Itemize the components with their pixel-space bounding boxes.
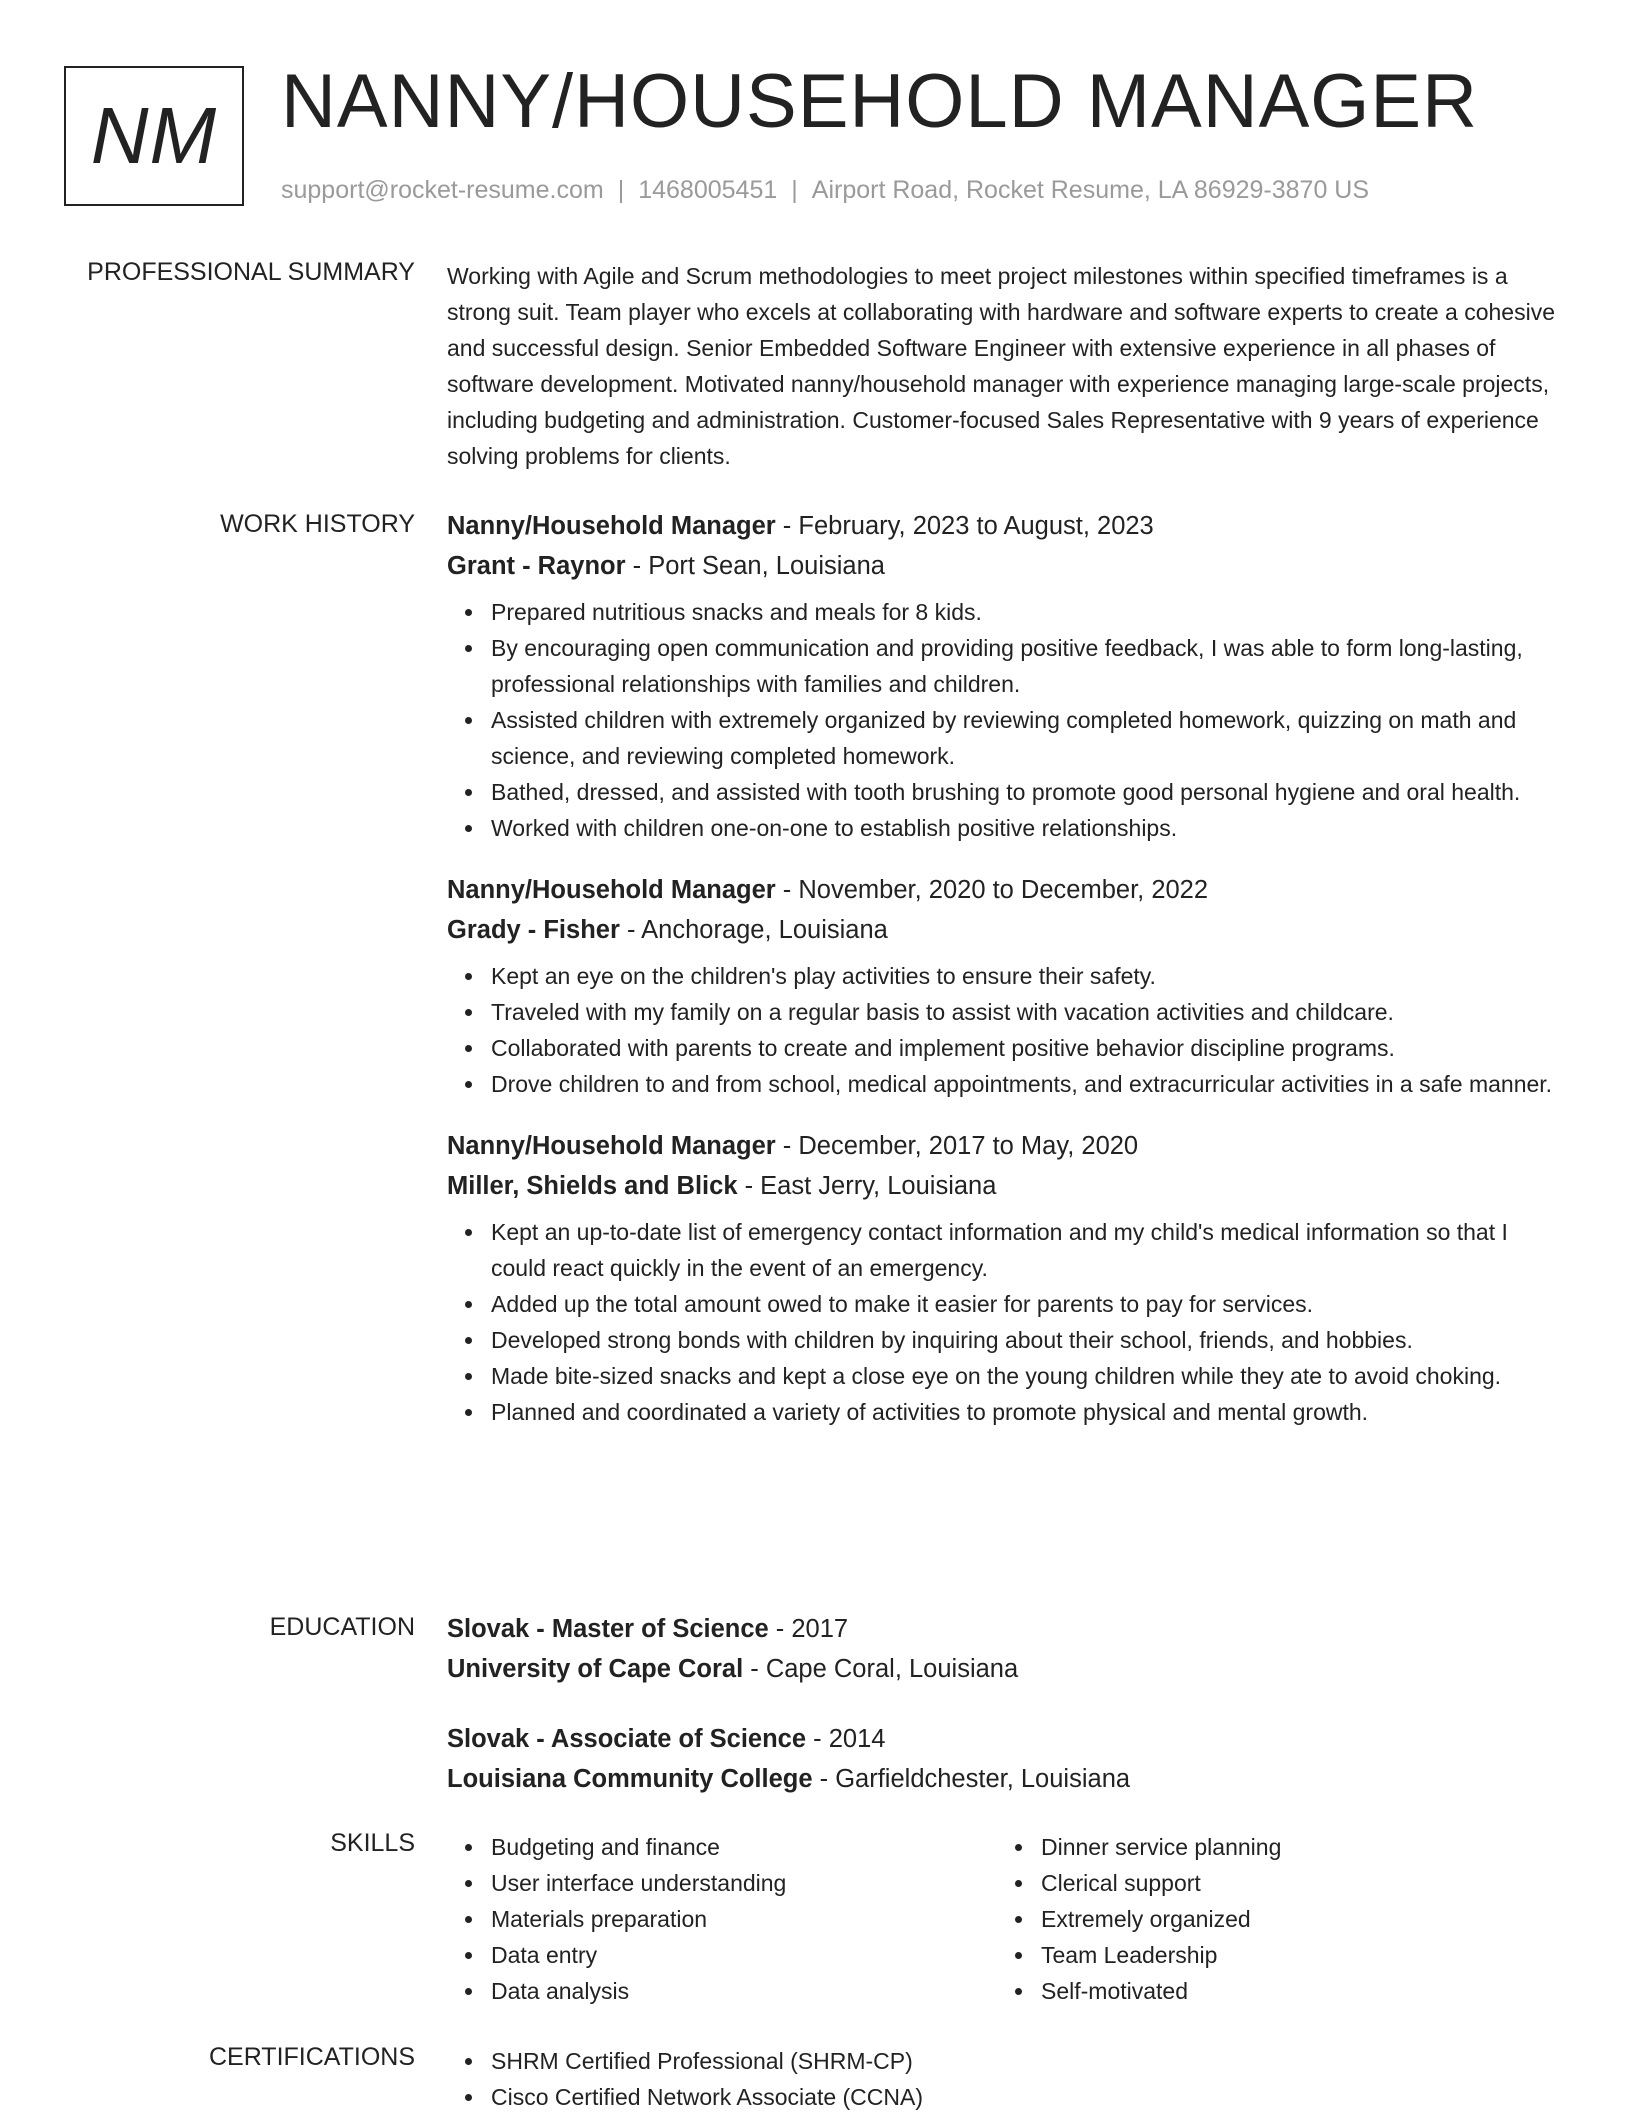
list-item: Collaborated with parents to create and implement positive behavior discipline programs. — [491, 1030, 1567, 1066]
list-item: Self-motivated — [1041, 1973, 1547, 2009]
contact-separator: | — [617, 176, 625, 204]
list-item: Made bite-sized snacks and kept a close eye on the young children while they ate to avoid choking. — [491, 1358, 1567, 1394]
job-location: - Port Sean, Louisiana — [625, 552, 885, 580]
work-history-label: WORK HISTORY — [220, 510, 415, 538]
education-label: EDUCATION — [269, 1613, 415, 1641]
list-item: By encouraging open communication and providing positive feedback, I was able to form long-lasting, professional relationships with families and children. — [491, 630, 1567, 702]
list-item: Drove children to and from school, medical appointments, and extracurricular activities in a safe manner. — [491, 1066, 1567, 1102]
list-item: Worked with children one-on-one to establish positive relationships. — [491, 810, 1567, 846]
education-school-line — [447, 1759, 1567, 1799]
job-dates: - December, 2017 to May, 2020 — [775, 1132, 1139, 1160]
contact-separator: | — [791, 176, 798, 204]
education-degree-line — [447, 1609, 1567, 1649]
list-item: Dinner service planning — [1041, 1829, 1547, 1865]
list-item: Extremely organized — [1041, 1901, 1547, 1937]
education-year: - 2014 — [806, 1725, 886, 1753]
job-org-line — [447, 1166, 1567, 1206]
list-item: Kept an eye on the children's play activities to ensure their safety. — [491, 958, 1567, 994]
contact-phone[interactable]: 1468005451 — [638, 176, 778, 204]
job-title: Nanny/Household Manager — [447, 1132, 776, 1160]
skills-list-left — [447, 1829, 997, 2009]
education-year: - 2017 — [768, 1615, 849, 1643]
job-dates: - February, 2023 to August, 2023 — [775, 512, 1154, 540]
contact-email[interactable]: support@rocket-resume.com — [281, 176, 604, 204]
list-item: Budgeting and finance — [491, 1829, 997, 1865]
list-item: Prepared nutritious snacks and meals for 8 kids. — [491, 594, 1567, 630]
education-entry — [447, 1719, 1567, 1799]
list-item: Kept an up-to-date list of emergency contact information and my child's medical information so that I could react quickly in the event of an emergency. — [491, 1214, 1567, 1286]
summary-label: PROFESSIONAL SUMMARY — [87, 258, 415, 286]
job-org-line — [447, 546, 1567, 586]
list-item: Assisted children with extremely organized by reviewing completed homework, quizzing on math and science, and reviewing completed homework. — [491, 702, 1567, 774]
job-location: - Anchorage, Louisiana — [619, 916, 888, 944]
list-item: Developed strong bonds with children by inquiring about their school, friends, and hobbies. — [491, 1322, 1567, 1358]
certifications-label: CERTIFICATIONS — [208, 2043, 415, 2071]
list-item: Bathed, dressed, and assisted with tooth brushing to promote good personal hygiene and oral health. — [491, 774, 1567, 810]
job-title: Nanny/Household Manager — [447, 512, 776, 540]
list-item: Team Leadership — [1041, 1937, 1547, 1973]
certifications-list — [447, 2043, 1567, 2115]
job-bullets — [447, 594, 1567, 846]
list-item: Data entry — [491, 1937, 997, 1973]
job-entry — [447, 870, 1567, 1102]
skills-label: SKILLS — [330, 1829, 415, 1857]
job-title: Nanny/Household Manager — [447, 876, 776, 904]
job-location: - East Jerry, Louisiana — [737, 1172, 997, 1200]
list-item: Planned and coordinated a variety of activities to promote physical and mental growth. — [491, 1394, 1567, 1430]
education-degree-line — [447, 1719, 1567, 1759]
job-company: Miller, Shields and Blick — [447, 1172, 738, 1200]
skills-list-right — [997, 1829, 1547, 2009]
list-item: Clerical support — [1041, 1865, 1547, 1901]
job-dates: - November, 2020 to December, 2022 — [775, 876, 1209, 904]
education-location: - Cape Coral, Louisiana — [743, 1655, 1019, 1683]
list-item: Data analysis — [491, 1973, 997, 2009]
education-school-line — [447, 1649, 1567, 1689]
list-item: SHRM Certified Professional (SHRM-CP) — [491, 2043, 1567, 2079]
monogram-badge — [64, 66, 244, 206]
education-location: - Garfieldchester, Louisiana — [812, 1765, 1131, 1793]
education-degree: Slovak - Master of Science — [447, 1615, 769, 1643]
education-degree: Slovak - Associate of Science — [447, 1725, 807, 1753]
list-item: Traveled with my family on a regular basis to assist with vacation activities and childcare. — [491, 994, 1567, 1030]
job-entry — [447, 1126, 1567, 1430]
list-item: User interface understanding — [491, 1865, 997, 1901]
job-title-line — [447, 506, 1567, 546]
job-company: Grant - Raynor — [447, 552, 626, 580]
contact-address: Airport Road, Rocket Resume, LA 86929-3870 US — [811, 176, 1370, 204]
resume-title: NANNY/HOUSEHOLD MANAGER — [281, 59, 1478, 144]
job-bullets — [447, 1214, 1567, 1430]
education-school: Louisiana Community College — [447, 1765, 813, 1793]
monogram-text: NM — [90, 91, 218, 180]
contact-line — [281, 176, 1369, 205]
job-title-line — [447, 1126, 1567, 1166]
summary-text: Working with Agile and Scrum methodologies to meet project milestones within specified timeframes is a strong suit. Team player who excels at collaborating with hardware and software experts to create a cohesive and successful design. Senior Embedded Software Engineer with extensive experience in all phases of software development. Motivated nanny/household manager with experience managing large-scale projects, including budgeting and administration. Customer-focused Sales Representative with 9 years of experience solving problems for clients. — [447, 263, 1555, 469]
education-school: University of Cape Coral — [447, 1655, 744, 1683]
job-org-line — [447, 910, 1567, 950]
list-item: Materials preparation — [491, 1901, 997, 1937]
job-title-line — [447, 870, 1567, 910]
education-entry — [447, 1609, 1567, 1689]
list-item: Added up the total amount owed to make it easier for parents to pay for services. — [491, 1286, 1567, 1322]
job-entry — [447, 506, 1567, 846]
list-item: Cisco Certified Network Associate (CCNA) — [491, 2079, 1567, 2115]
job-company: Grady - Fisher — [447, 916, 620, 944]
job-bullets — [447, 958, 1567, 1102]
